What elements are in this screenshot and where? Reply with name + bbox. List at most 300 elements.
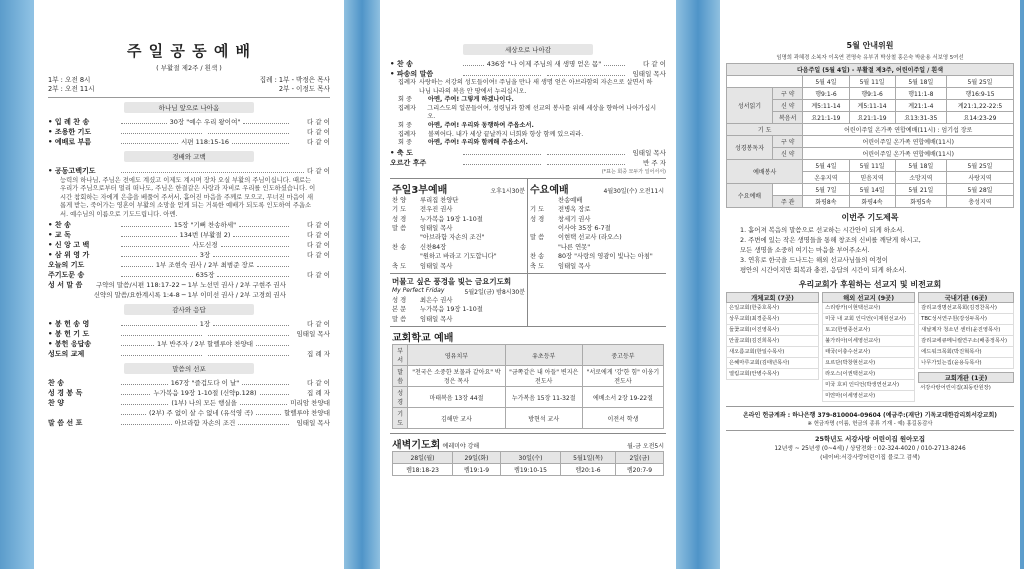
mission-entry: 은일교회(한중호목사) [726,303,819,314]
item-leader: 다 같 이 [307,118,330,126]
program-role: 기 도 [392,206,407,214]
leader-dots [121,221,171,227]
date-cell: 5월 18일 [895,160,946,172]
leader-dots [243,118,289,124]
leader-dots [121,118,167,124]
program-line [530,243,664,252]
sending-line [398,122,658,131]
program-value: 이사야 35장 6-7절 [558,224,611,232]
offering-account: 온라인 헌금계좌 : 하나은행 379-810004-09604 (예금주:(재단) 기독교대한감리회서강교회) [742,412,998,419]
leader-dots [256,409,281,415]
response: 아멘, 주여! 우리와 함께해 주옵소서. [428,139,528,147]
worship-schedule-page [380,0,676,569]
program-role [530,196,558,205]
box-time: 5월2일(금) 밤8시30분 [464,289,525,296]
order-row [48,240,330,250]
box-title: 주일3부예배 [392,184,448,196]
order-row [48,388,330,398]
order-row [390,158,666,168]
item-label: • 봉 헌 기 도 [48,330,90,339]
prayer-item: 모든 생명을 소중히 여기는 마음을 부어주소서. [740,246,870,254]
item-leader: 다 같 이 [307,231,330,240]
leader-dots [463,159,541,165]
program-role: 성 경 [392,215,407,223]
offering-note: ※ 헌금자명 (이름, 헌금의 종류 기재 - 예) 홍길동감사 [807,421,933,427]
table-cell: 기도 [393,408,408,429]
table-cell: 행9:1-6 [849,88,895,100]
program-value: 찬송예배 [558,196,583,204]
mission-entry: 스리랑카(이현택선교사) [822,303,915,314]
column-header: 개체교회 (7곳) [726,292,819,303]
table-cell: 구 약 [773,88,803,100]
order-row [48,270,330,280]
program-value: 임태일 목사 [420,262,453,270]
leader-dots [238,419,289,425]
dawn-prayer-table [392,451,664,476]
item-label: 주기도문 송 [48,271,85,280]
table-cell: 기 도 [727,124,803,136]
leader-dots [260,389,289,395]
table-row [393,452,664,464]
section-header: 말씀의 선포 [124,363,254,374]
table-cell: 계21:1-4 [895,100,946,112]
program-value: 최은수 권사 [420,297,453,304]
program-role [392,252,420,261]
order-row [48,220,330,230]
program-value: 루리집 찬양단 [420,196,459,204]
table-cell: 행16:9-15 [946,88,1013,100]
response: 사랑하는 서강의 성도들이여! 주님을 만나 새 생명 얻은 아브라함의 자손으로 살면서 하나님 나라의 복음 안 땅에서 누리십시오. [419,79,653,95]
item-leader: 다 같 이 [643,60,667,68]
prayer-item: 2. 주변에 있는 작은 생명들을 통해 창조의 신비를 깨닫게 하시고, [740,236,921,244]
item-label: 찬 양 [48,399,64,408]
table-cell: 소망지역 [895,172,946,184]
table-cell: 온유지역 [803,172,849,184]
item-leader: 집 례 자 [307,389,330,398]
table-cell: 방현석 교사 [505,408,582,429]
mission-entry: 서강사랑어린이집(최동란원장) [920,385,991,391]
program-value: 전병옥 장로 [558,206,591,214]
page-gutter [344,0,380,569]
program-role: 말 씀 [530,234,545,242]
worship-order-page [34,0,344,569]
mission-entry: 새날제자 청소년 센터(윤진영목사) [918,325,1014,336]
item-leader: 다 같 이 [307,167,330,175]
leader-dots [463,149,541,155]
standing-note: (*표는 회중 모두가 일어서서) [601,168,666,175]
kindergarten-title: 25학년도 서강사랑 어린이집 원아모집 [814,435,926,443]
leader-dots [257,261,289,267]
table-cell: 믿음지역 [849,172,895,184]
item-label: 오늘의 기도 [48,261,85,270]
friday-prayer-box [390,274,528,326]
table-cell: 어린이주일 온가족 연합예배(11시) [803,136,1014,148]
mission-entry: 나무가있는집(윤용득목사) [918,358,1014,369]
leader-dots [121,271,193,277]
program-value: "원하고 바라고 기도합니다" [420,253,497,261]
item-leader: 반 주 자 [643,158,666,167]
date-cell: 5월 4일 [803,160,849,172]
leader-dots [121,251,197,257]
dawn-ref: 렘19:1-9 [453,464,501,476]
wednesday-service-box [528,179,666,273]
item-content: 30장 "예수 우리 왕이여" [169,118,241,126]
item-content: 436장 "나 이제 주님의 새 생명 얻은 몸" [486,60,602,68]
leader-dots [547,149,625,155]
date-cell: 5월 25일 [946,160,1013,172]
item-content: 15장 "기뻐 찬송하세" [173,221,237,230]
speaker: 집례자 [398,104,416,112]
dawn-day: 29일(화) [453,452,501,464]
program-role [530,224,558,233]
item-content: 신약의 말씀/요한계시록 1:4-8 ─ 1부 이미선 권사 / 2부 고경희 권사 [93,291,286,300]
column-header: 부서 [393,345,408,366]
missions-title: 우리교회가 후원하는 선교지 및 비전교회 [798,280,942,289]
table-cell: 요21:1-19 [803,112,849,124]
table-cell: 주 관 [773,196,803,208]
table-cell: 누가복음 15장 11-32절 [505,387,582,408]
leader-dots [121,389,150,395]
table-header [393,345,664,366]
leader-dots [213,320,289,326]
table-cell: 성서읽기 [727,88,773,124]
order-row [48,349,330,359]
leader-dots [604,60,625,66]
item-content: (1부) 나의 모든 행실을 [171,399,237,408]
order-row [390,69,666,79]
table-cell: 화평8속 [803,196,849,208]
leader-dots [547,70,625,76]
item-leader: 다 같 이 [307,379,331,388]
table-cell: 이전서 학생 [582,408,663,429]
confession-prayer: 능력의 하나님, 주님은 전에도 계셨고 이제도 계시며 장차 오실 부활의 주님이십니다. 때로는 우리가 주님으로부터 멀리 떠나도, 주님은 한결같은 사랑과 자비로 우리를 인도하셨습니다. 이 시간 참회하는 자에게 은총을 베풀어 주셔서, 흩어진 마음을 주께로 모으고, 무너진 마음이 새롭게 받는, 죽어가는 영혼이 부활의 소망을 얻게 되는 거룩한 예배가 되도록 인도하여 주옵소서. 예수님의 이름으로 기도드립니다. 아멘. [60,177,316,218]
order-row [48,280,330,290]
speaker: 회 중 [398,96,412,104]
program-value: "아브라함 자손의 조건" [420,234,485,242]
program-value: 전우진 권사 [420,206,453,214]
program-line [392,215,525,224]
item-leader: 다 같 이 [307,221,330,230]
item-content: 사도신경 [192,241,218,250]
mission-entry: 상무교회(최경준목사) [726,314,819,325]
item-label: • 교 독 [48,231,71,240]
page-title: 주 일 공 동 예 배 [126,42,252,60]
service-time: 1부 : 오전 8시 [48,76,91,84]
leader-dots [121,231,177,237]
leader-dots [121,409,146,415]
table-cell: 복음서 [773,112,803,124]
item-content: 시편 118:15-16 [180,138,230,146]
item-label: • 찬 송 [390,60,413,68]
leader-dots [217,271,289,277]
prayer-item: 1. 흩어져 복음의 말씀으로 선교하는 시간안이 되게 하소서. [740,226,905,234]
item-label: 오르간 후주 [390,158,427,167]
missions-grid [726,292,1014,402]
section-header: 감사와 응답 [124,304,254,315]
sunday-school-table [392,344,664,429]
mission-entry: 토고(한영종선교사) [822,325,915,336]
kindergarten-info: 12년생 ~ 25년생 (0~4세) / 상담전화 : 02-324-4020 / 010-2713-8246 [774,446,966,452]
program-line [530,262,664,271]
item-leader: 다 같 이 [307,241,330,250]
table-row [393,464,664,476]
item-leader: 미리암 찬양대 [290,399,331,408]
table-cell: 화평4속 [849,196,895,208]
dawn-day: 30일(수) [500,452,560,464]
item-label: 성 경 봉 독 [48,389,83,398]
column-header: 교회개관 (1곳) [918,372,1014,383]
speaker: 회 중 [398,121,412,129]
program-role: 찬 송 [392,243,407,251]
order-row [48,408,330,418]
next-sunday-table [726,63,1014,208]
item-label: • 찬 송 [48,221,71,230]
program-line [530,205,664,214]
column-header: 유초등부 [505,345,582,366]
program-line [530,196,664,205]
table-cell: 신 약 [773,100,803,112]
mission-entry: 미얀마(이세영선교사) [822,391,915,402]
item-label: 찬 송 [48,379,64,388]
item-content: 누가복음 19장 1-10절 (신약p.128) [153,389,257,398]
dawn-day: 5월1일(목) [561,452,616,464]
order-row [48,319,330,329]
item-leader: 다 같 이 [307,138,331,146]
prayer-title: 이번주 기도제목 [841,213,899,222]
leader-dots [121,399,168,405]
table-cell: 김해만 교사 [408,408,505,429]
prayer-item: 평안의 시간이지만 회복과 충전, 응답의 시간이 되게 하소서. [740,266,907,274]
program-value: 임태일 목사 [420,315,453,323]
blank-cell [773,184,803,196]
program-value: 창세기 권사 [558,215,591,223]
table-cell: 사랑지역 [946,172,1013,184]
speaker: 집례자 [398,130,416,138]
date-cell: 5월 11일 [849,76,895,88]
mission-entry: 열림교회(안병수목사) [726,369,819,380]
item-label: 성 서 말 씀 [48,281,83,290]
leader-dots [121,138,178,144]
officiant: 집례 : 1부 - 박정은 목사 [259,76,330,84]
sending-line [398,96,658,105]
table-cell: 계5:11-14 [849,100,895,112]
sending-line [398,105,658,122]
mission-entry: 감리교생명선교목회(김경찬목사) [918,303,1014,314]
order-row [390,59,666,69]
table-cell: 마태복음 13장 44절 [408,387,505,408]
ushers-title: 5월 안내위원 [846,41,894,50]
mission-entry: 미국 호피 인디언(박생연선교사) [822,380,915,391]
order-row [48,117,330,127]
table-cell: 성경 [393,387,408,408]
leader-dots [547,159,625,165]
leader-dots [208,330,289,336]
table-row [393,387,664,408]
program-value: 이현택 선교사 (라오스) [558,234,622,242]
item-leader: 임태일 목사 [632,70,666,78]
order-row [48,250,330,260]
speaker: 회 중 [398,139,412,147]
program-role: 축 도 [392,262,407,270]
third-service-box [390,179,528,273]
item-leader: 다 같 이 [307,271,330,280]
program-role: 축 도 [530,262,545,270]
leader-dots [121,330,202,336]
item-label: • 축 도 [390,148,413,157]
program-role: 본 문 [392,306,407,314]
leader-dots [239,221,289,227]
response: 아멘, 주여! 우리와 동행하여 주옵소서. [428,121,534,129]
mission-entry: 새오름교회(한일수목사) [726,347,819,358]
table-cell: 구 약 [773,136,803,148]
mission-entry: 안골교회(김진희목사) [726,336,819,347]
mission-entry: 은혜마루교회(김태년목사) [726,358,819,369]
dawn-day: 28일(월) [393,452,453,464]
date-cell: 5월 11일 [849,160,895,172]
order-row [48,329,330,339]
leader-dots [121,379,168,385]
program-value: 누가복음 19장 1-10절 [420,306,483,314]
program-role: 말 씀 [392,224,407,232]
item-label: • 삼 위 영 가 [48,251,90,260]
column-header: 국내기관 (6곳) [918,292,1014,303]
program-line [392,205,525,214]
table-cell: 성경봉독자 [727,136,773,160]
blank-cell [727,76,803,88]
item-leader: 임태일 목사 [632,148,666,157]
table-row [727,88,1014,100]
program-value: 임태일 목사 [420,224,453,232]
program-role: 성 경 [392,297,407,304]
table-row [727,124,1014,136]
program-line [392,262,525,271]
item-content: 아브라함 자손의 조건 [174,419,236,428]
order-row [48,127,330,137]
leader-dots [213,251,289,257]
table-cell: 어린이주일 온가족 연합예배(11시) [803,148,1014,160]
program-role: 찬 송 [530,253,545,261]
date-cell: 5월 21일 [895,184,946,196]
item-leader: 집 례 자 [307,350,330,359]
confession-row [48,166,330,176]
mission-entry: TBC성서연구원(강성두목사) [918,314,1014,325]
service-time: 2부 : 오전 11시 [48,85,95,93]
item-label: • 공동고백기도 [48,167,96,175]
mission-entry: 라오스(이권택선교사) [822,369,915,380]
order-row [48,260,330,270]
next-sunday-header: 다음주일 (5월 4일) - 부활절 제3주, 어린이주일 / 흰색 [727,64,1014,76]
mission-entry: 들꽃교회(이진영목사) [726,325,819,336]
table-cell: 에베소서 2장 19-22절 [582,387,663,408]
dawn-ref: 렘20:7-9 [616,464,664,476]
date-cell: 5월 28일 [946,184,1013,196]
table-cell: 행11:1-8 [895,88,946,100]
section-header: 경배와 고백 [124,151,254,162]
table-cell: 요13:31-35 [895,112,946,124]
table-cell: 화평5속 [895,196,946,208]
program-role: 기 도 [530,206,545,214]
program-role [530,243,558,252]
mission-entry: 불가리아(이세영선교사) [822,336,915,347]
item-label: 말 씀 선 포 [48,419,83,428]
item-content: 1부 조현숙 권사 / 2부 최범준 장로 [155,261,255,270]
table-row [727,136,1014,148]
table-cell: 신 약 [773,148,803,160]
table-cell: "서로에게 '강'한 힘" 이웅기 전도사 [582,366,663,387]
program-line [530,224,664,233]
mission-entry: 에드워크목회(박진혁목사) [918,347,1014,358]
sunday-school-box [390,326,666,431]
response: 그리스도의 일꾼들이여, 성령님과 함께 선교의 봉사를 위해 세상을 향하여 나아가십시오. [427,104,657,121]
table-row [727,76,1014,88]
order-row [48,378,330,388]
kindergarten-info: (네이버:서강사랑어린이집 블로그 검색) [820,455,920,461]
dawn-day: 2일(금) [616,452,664,464]
page-gutter [676,0,720,569]
item-leader: 임태일 목사 [296,419,330,428]
table-cell: "금쪽같은 내 아들" 변지은 전도사 [505,366,582,387]
program-line [392,315,525,324]
item-label: • 조용한 기도 [48,128,92,136]
leader-dots [121,241,189,247]
program-value: 80장 "사랑의 영광이 빛나는 아침" [558,253,653,261]
column-header: 영유치부 [408,345,505,366]
table-cell: "천국은 소중한 보물과 같아요" 박정은 목사 [408,366,505,387]
dawn-ref: 렘18:18-23 [393,464,453,476]
program-line [392,296,525,305]
item-label: • 봉헌 응답송 [48,340,92,349]
item-leader: 임태일 목사 [296,330,330,339]
leader-dots [463,70,541,76]
box-title: 머물고 싶은 풍경을 빛는 금요기도회 [392,277,512,286]
table-cell: 계5:11-14 [803,100,849,112]
order-row [48,290,330,300]
leader-dots [242,379,289,385]
leader-dots [233,231,289,237]
dawn-prayer-box [390,433,666,478]
leader-dots [121,350,202,356]
leader-dots [121,128,202,134]
leader-dots [232,138,289,144]
mission-entry: 감리교에큐메니컬연구소(배종정목사) [918,336,1014,347]
table-cell: 충성지역 [946,196,1013,208]
item-label: • 예배로 부름 [48,138,92,146]
date-cell: 5월 25일 [946,76,1013,88]
section-header: 세상으로 나아감 [463,44,593,55]
leader-dots [208,350,289,356]
leader-dots [121,419,172,425]
program-role: 찬 양 [392,196,407,204]
item-content: 134번 (부활절 2) [179,231,231,240]
order-row [390,148,666,158]
service-times [48,76,330,94]
box-title: 교회학교 예배 [392,333,454,345]
section-header: 하나님 앞으로 나아옴 [124,102,254,113]
program-value: 신찬84장 [420,243,447,251]
column-header: 해외 선교지 (9곳) [822,292,915,303]
mission-entry: 요르단(박창현선교사) [822,358,915,369]
box-title: 수요예배 [530,184,569,196]
item-content: 3장 [199,251,211,260]
box-subtitle: My Perfect Friday [392,287,445,294]
program-line [392,224,525,233]
response: 볼찌어다. 내가 세상 끝날까지 너희와 항상 함께 있으리라. [428,130,584,138]
order-row [48,230,330,240]
table-row [393,366,664,387]
ushers-list: 임명희 곽혜경 소복자 이옥연 전명숙 유부귀 박상철 홍은숙 박윤용 서보영 5여선 [776,55,964,61]
leader-dots [121,340,154,346]
program-line [392,305,525,314]
